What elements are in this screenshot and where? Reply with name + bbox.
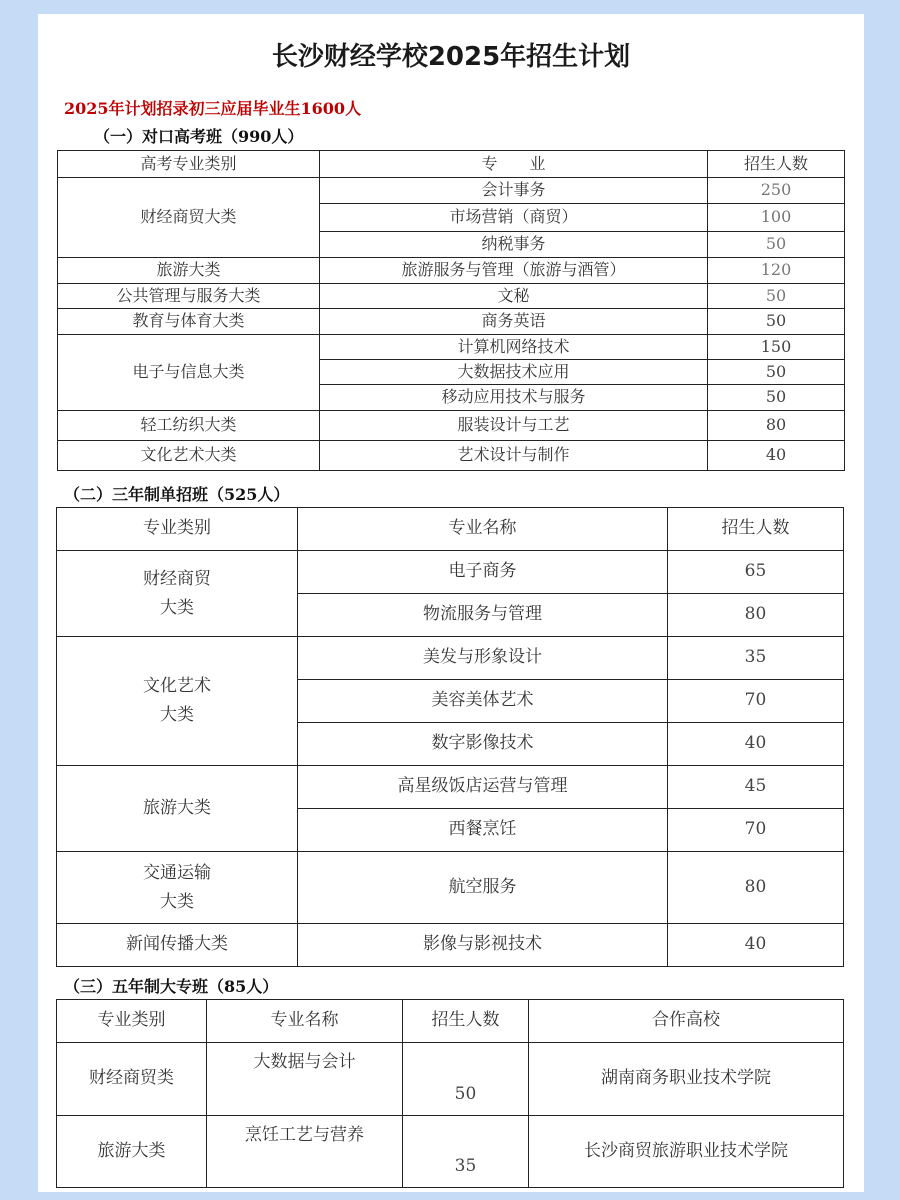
count-cell: 70 (668, 809, 844, 852)
major-cell: 纳税事务 (320, 232, 708, 258)
major-cell: 文秘 (320, 284, 708, 309)
count-cell: 80 (668, 852, 844, 924)
table-row (57, 766, 844, 809)
section-3-heading: （三）五年制大专班（85人） (64, 977, 279, 996)
table-row (57, 551, 844, 594)
table-header-row (57, 1000, 844, 1043)
category-cell (57, 551, 298, 637)
major-cell: 计算机网络技术 (320, 335, 708, 360)
category-line: 文化艺术 (143, 676, 211, 697)
major-cell: 移动应用技术与服务 (320, 385, 708, 411)
major-cell: 会计事务 (320, 178, 708, 204)
table-row (57, 637, 844, 680)
table-header-row (57, 508, 844, 551)
category-line: 大类 (160, 891, 194, 912)
major-cell: 影像与影视技术 (298, 924, 668, 967)
category-cell (57, 637, 298, 766)
major-cell: 航空服务 (298, 852, 668, 924)
count-cell: 50 (708, 284, 845, 309)
category-line: 交通运输 (143, 862, 211, 883)
table-row (58, 441, 845, 471)
major-cell: 高星级饭店运营与管理 (298, 766, 668, 809)
count-cell: 250 (708, 178, 845, 204)
count-cell: 35 (403, 1116, 529, 1188)
category-cell: 文化艺术大类 (58, 441, 320, 471)
count-cell: 80 (708, 411, 845, 441)
table-row (58, 284, 845, 309)
category-cell: 财经商贸类 (57, 1043, 207, 1116)
header-category: 高考专业类别 (58, 151, 320, 178)
table-five-year-college-class (56, 999, 844, 1188)
category-cell: 新闻传播大类 (57, 924, 298, 967)
header-major: 专 业 (320, 151, 708, 178)
category-cell: 旅游大类 (57, 766, 298, 852)
major-cell: 烹饪工艺与营养 (207, 1116, 403, 1188)
major-cell: 西餐烹饪 (298, 809, 668, 852)
major-cell: 服装设计与工艺 (320, 411, 708, 441)
count-cell: 50 (708, 232, 845, 258)
count-cell: 40 (668, 924, 844, 967)
category-line: 财经商贸 (143, 568, 211, 589)
section-2-heading: （二）三年制单招班（525人） (64, 485, 290, 504)
table-row (58, 258, 845, 284)
major-cell: 美发与形象设计 (298, 637, 668, 680)
table-header-row (58, 151, 845, 178)
category-line: 大类 (160, 597, 194, 618)
header-category: 专业类别 (57, 508, 298, 551)
category-cell: 旅游大类 (57, 1116, 207, 1188)
major-cell: 市场营销（商贸） (320, 204, 708, 232)
document-page (38, 14, 864, 1192)
table-row (58, 309, 845, 335)
major-cell: 电子商务 (298, 551, 668, 594)
table-exam-class (57, 150, 845, 471)
category-cell: 财经商贸大类 (58, 178, 320, 258)
major-cell: 美容美体艺术 (298, 680, 668, 723)
major-cell: 物流服务与管理 (298, 594, 668, 637)
page-title: 长沙财经学校2025年招生计划 (271, 42, 631, 72)
count-cell: 50 (708, 309, 845, 335)
count-cell: 80 (668, 594, 844, 637)
header-count: 招生人数 (708, 151, 845, 178)
table-row (58, 178, 845, 204)
category-cell: 轻工纺织大类 (58, 411, 320, 441)
table-row (57, 852, 844, 924)
count-cell: 150 (708, 335, 845, 360)
major-cell: 旅游服务与管理（旅游与酒管） (320, 258, 708, 284)
count-cell: 65 (668, 551, 844, 594)
major-cell: 大数据技术应用 (320, 360, 708, 385)
count-cell: 70 (668, 680, 844, 723)
section-1-heading: （一）对口高考班（990人） (94, 127, 304, 146)
count-cell: 100 (708, 204, 845, 232)
count-cell: 40 (668, 723, 844, 766)
header-category: 专业类别 (57, 1000, 207, 1043)
header-count: 招生人数 (403, 1000, 529, 1043)
header-major: 专业名称 (207, 1000, 403, 1043)
header-major: 专业名称 (298, 508, 668, 551)
table-row (58, 411, 845, 441)
partner-school-cell: 湖南商务职业技术学院 (529, 1043, 844, 1116)
category-line: 大类 (160, 705, 194, 725)
plan-summary: 2025年计划招录初三应届毕业生1600人 (64, 99, 362, 118)
major-cell: 大数据与会计 (207, 1043, 403, 1116)
count-cell: 45 (668, 766, 844, 809)
major-cell: 数字影像技术 (298, 723, 668, 766)
category-cell: 旅游大类 (58, 258, 320, 284)
category-cell: 公共管理与服务大类 (58, 284, 320, 309)
count-cell: 50 (708, 360, 845, 385)
table-single-enrollment-class (56, 507, 844, 967)
count-cell: 35 (668, 637, 844, 680)
category-cell: 教育与体育大类 (58, 309, 320, 335)
table-row (57, 924, 844, 967)
major-cell: 商务英语 (320, 309, 708, 335)
count-cell: 50 (403, 1043, 529, 1116)
major-cell: 艺术设计与制作 (320, 441, 708, 471)
count-cell: 40 (708, 441, 845, 471)
count-cell: 50 (708, 385, 845, 411)
count-cell: 120 (708, 258, 845, 284)
partner-school-cell: 长沙商贸旅游职业技术学院 (529, 1116, 844, 1188)
table-row (57, 1116, 844, 1188)
header-count: 招生人数 (668, 508, 844, 551)
category-cell (57, 852, 298, 924)
table-row (57, 1043, 844, 1116)
table-row (58, 335, 845, 360)
header-partner-school: 合作高校 (529, 1000, 844, 1043)
category-cell: 电子与信息大类 (58, 335, 320, 411)
